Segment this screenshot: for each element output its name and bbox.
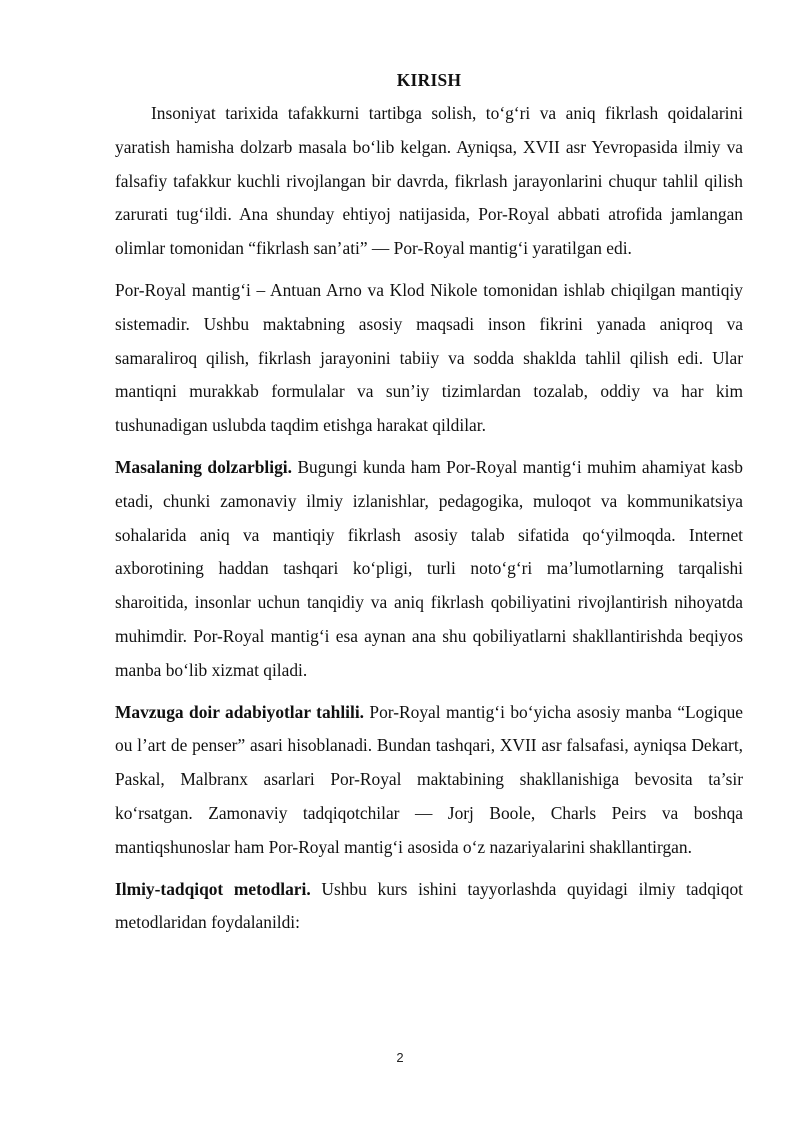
paragraph-heading: Ilmiy-tadqiqot metodlari. xyxy=(115,878,311,899)
paragraph-relevance xyxy=(115,451,743,688)
section-title: KIRISH xyxy=(396,70,462,90)
paragraph-intro xyxy=(115,97,743,266)
page-content xyxy=(115,64,743,940)
paragraph-methods xyxy=(115,873,743,941)
paragraph-por-royal xyxy=(115,274,743,443)
paragraph-text: Ushbu kurs ishini tayyorlashda quyidagi ilmiy tadqiqot metodlaridan foydalanildi: xyxy=(115,878,743,933)
paragraph-text: Insoniyat tarixida tafakkurni tartibga solish, to‘g‘ri va aniq fikrlash qoidalarini yaratish hamisha dolzarb masala bo‘lib kelgan. Ayniqsa, XVII asr Yevropasida ilmiy va falsafiy tafakkur kuchli rivojlangan bir davrda, fikrlash jarayonlarini chuqur tahlil qilish zarurati tug‘ildi. Ana shunday ehtiyoj natijasida, Por-Royal abbati atrofida jamlangan olimlar tomonidan “fikrlash san’ati” — Por-Royal mantig‘i yaratilgan edi. xyxy=(115,103,743,259)
paragraph-literature xyxy=(115,696,743,865)
paragraph-heading: Masalaning dolzarbligi. xyxy=(115,456,292,477)
paragraph-text: Por-Royal mantig‘i bo‘yicha asosiy manba “Logique ou l’art de penser” asari hisoblanadi. Bundan tashqari, XVII asr falsafasi, ayniqsa Dekart, Paskal, Malbranx asarlari Por-Royal maktabining shakllanishiga bevosita ta’sir ko‘rsatgan. Zamonaviy tadqiqotchilar — Jorj Boole, Charls Peirs va boshqa mantiqshunoslar ham Por-Royal mantig‘i asosida o‘z nazariyalarini shakllantirgan. xyxy=(115,701,743,857)
page-number: 2 xyxy=(396,1050,404,1065)
paragraph-text: Por-Royal mantig‘i – Antuan Arno va Klod Nikole tomonidan ishlab chiqilgan mantiqiy sistemadir. Ushbu maktabning asosiy maqsadi inson fikrini yanada aniqroq va samaraliroq qilish, fikrlash jarayonini tabiiy va sodda shaklda tahlil qilish edi. Ular mantiqni murakkab formulalar va sun’iy tizimlardan tozalab, oddiy va har kim tushunadigan uslubda taqdim etishga harakat qildilar. xyxy=(115,279,743,436)
paragraph-heading: Mavzuga doir adabiyotlar tahlili. xyxy=(115,701,364,722)
paragraph-text: Bugungi kunda ham Por-Royal mantig‘i muhim ahamiyat kasb etadi, chunki zamonaviy ilmiy izlanishlar, pedagogika, muloqot va kommunikatsiya sohalarida aniq va mantiqiy fikrlash asosiy talab sifatida qo‘yilmoqda. Internet axborotining haddan tashqari ko‘pligi, turli noto‘g‘ri ma’lumotlarning tarqalishi sharoitida, insonlar uchun tanqidiy va aniq fikrlash qobiliyatini rivojlantirish nihoyatda muhimdir. Por-Royal mantig‘i esa aynan ana shu qobiliyatlarni shakllantirishda beqiyos manba bo‘lib xizmat qiladi. xyxy=(115,456,743,680)
